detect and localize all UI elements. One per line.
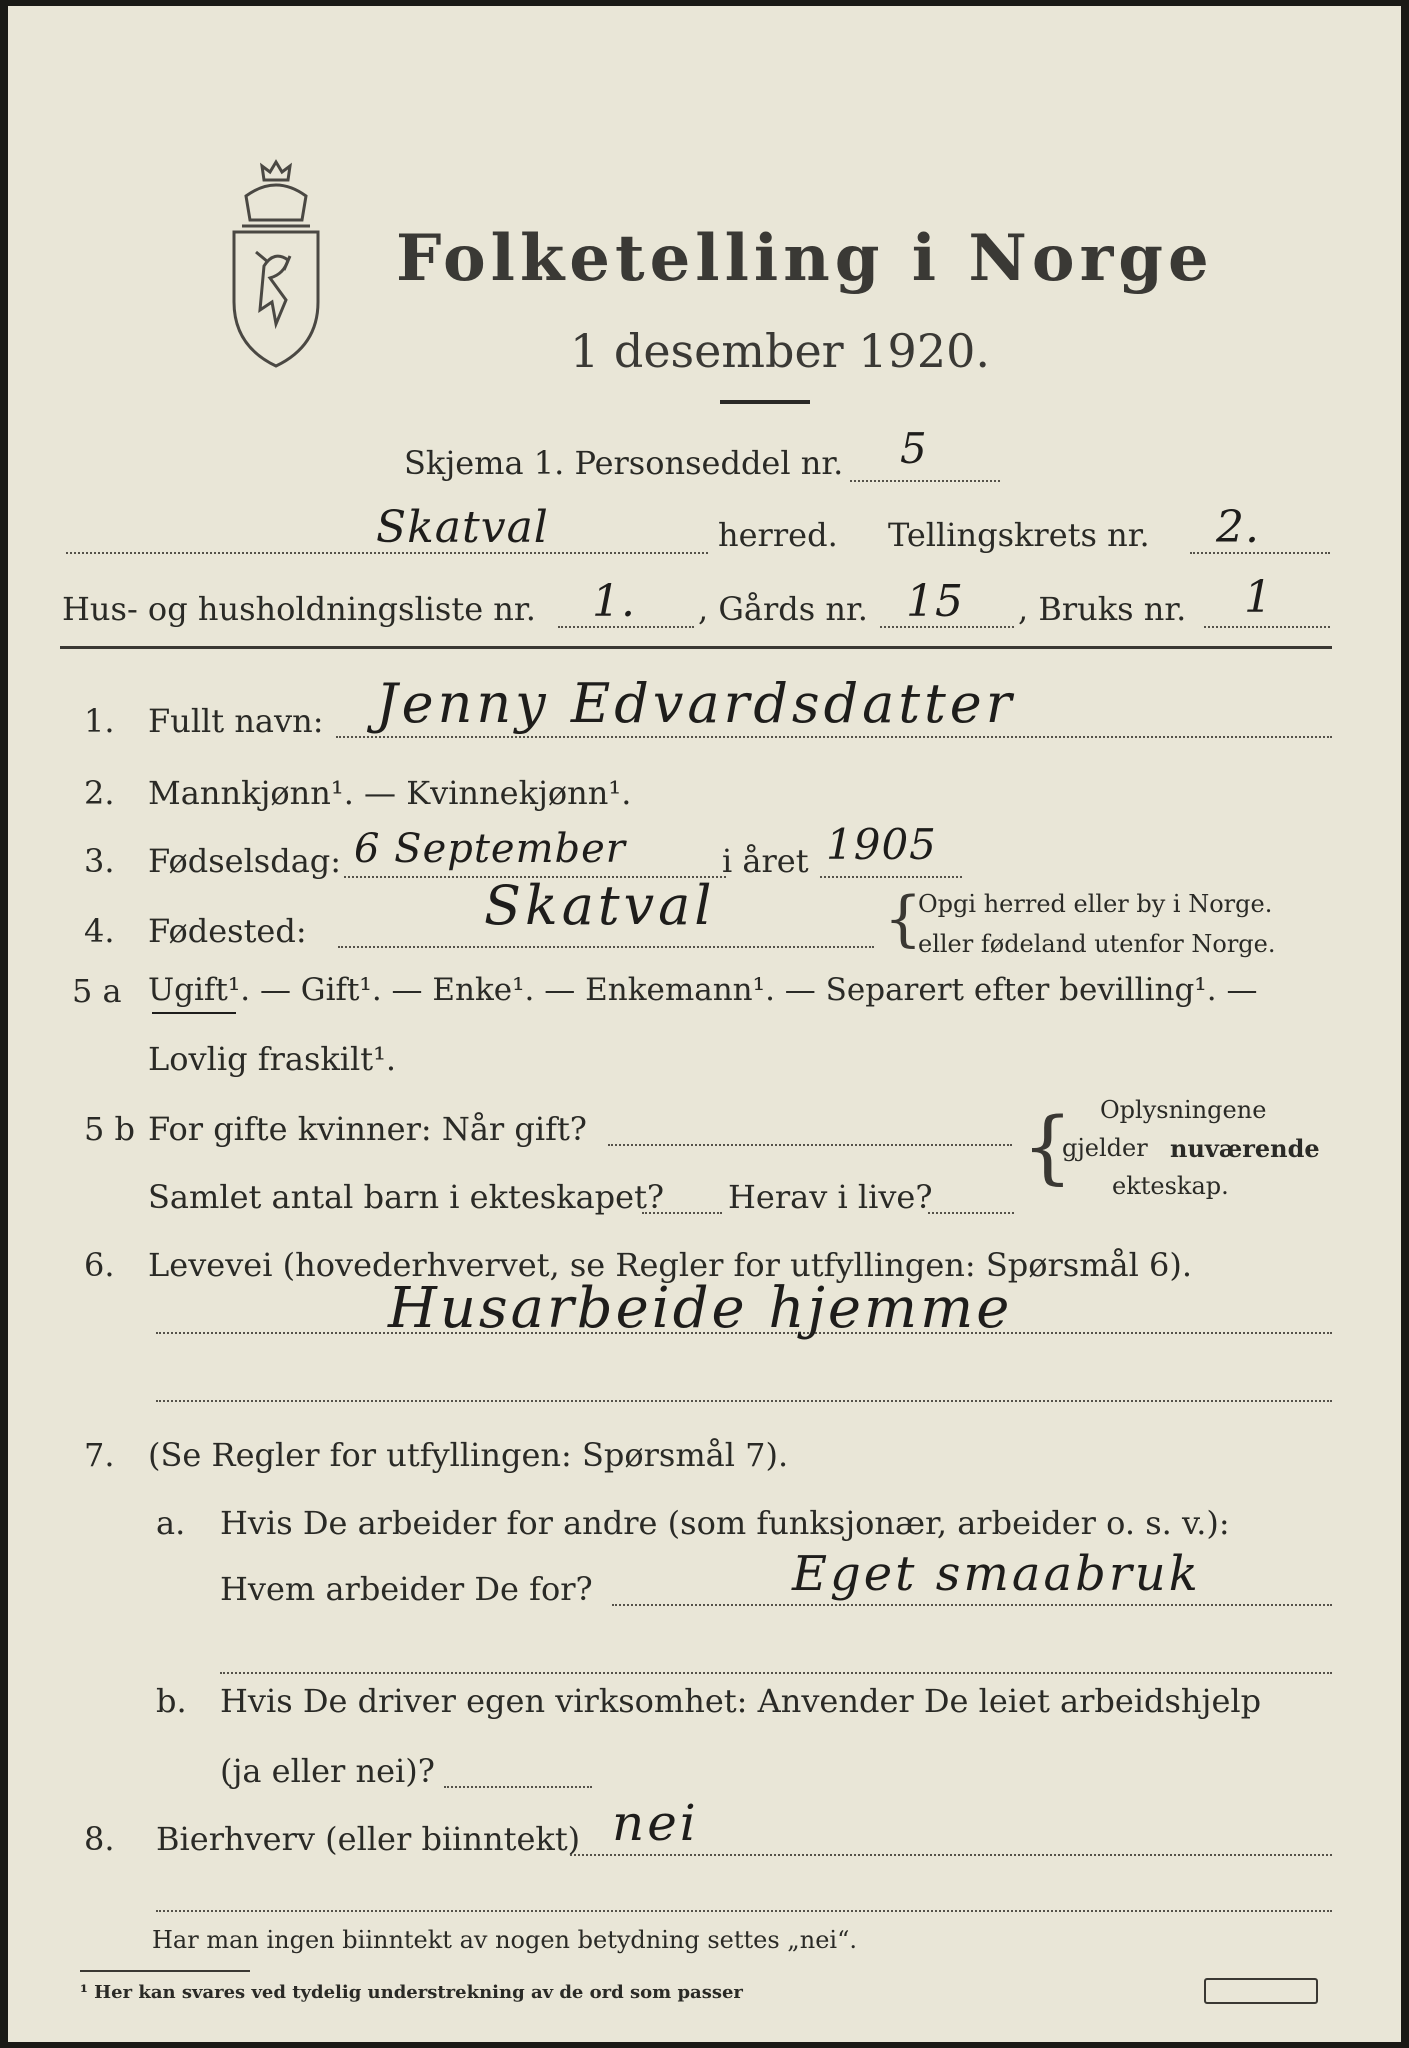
q3-year-label: i året [722,842,809,880]
q5b-note-line-2a: gjelder [1062,1134,1148,1162]
q5b-children-label: Samlet antal barn i ekteskapet? [148,1178,665,1216]
q6-label: Levevei (hovederhvervet, se Regler for utfyllingen: Spørsmål 6). [148,1246,1193,1284]
q2-label: Mannkjønn¹. — Kvinnekjønn¹. [148,774,632,812]
q5b-children-field[interactable] [642,1212,722,1214]
bruks-label: , Bruks nr. [1018,590,1187,628]
form-title: Folketelling i Norge [396,221,1214,296]
q7a-number: a. [156,1504,186,1542]
q7a-line-1: Hvis De arbeider for andre (som funksjonær, arbeider o. s. v.): [220,1504,1230,1542]
q6-number: 6. [84,1246,115,1284]
census-date: 1 desember 1920. [570,324,990,378]
gards-label: , Gårds nr. [698,590,868,628]
q7a-value: Eget smaabruk [792,1546,1201,1602]
census-form-sheet [8,6,1401,2042]
bruks-field[interactable] [1204,626,1330,628]
q1-value: Jenny Edvardsdatter [376,672,1016,735]
q4-note-brace: { [884,884,923,954]
q5b-note-line-3: ekteskap. [1112,1172,1229,1200]
q7a-field-line-1[interactable] [612,1604,1332,1606]
q5b-note-line-2b: nuværende [1170,1134,1320,1163]
schema-label: Skjema 1. Personseddel nr. [404,444,844,482]
q5b-note-brace: { [1022,1100,1073,1193]
q7-number: 7. [84,1436,115,1474]
gards-value: 15 [906,576,964,627]
hus-label: Hus- og husholdningsliste nr. [62,590,536,628]
q6-field-line-2[interactable] [156,1400,1332,1402]
q7-label: (Se Regler for utfyllingen: Spørsmål 7). [148,1436,789,1474]
q7b-line-2: (ja eller nei)? [220,1752,435,1790]
printer-stamp-icon [1204,1978,1318,2004]
q1-field[interactable] [336,736,1332,738]
q3-label: Fødselsdag: [148,842,342,880]
footnote-rule [80,1970,250,1972]
q5a-options-line-1: Ugift¹. — Gift¹. — Enke¹. — Enkemann¹. — Separert efter bevilling¹. — [148,972,1258,1008]
q1-number: 1. [84,702,115,740]
q5a-options-line-2: Lovlig fraskilt¹. [148,1040,397,1078]
q7b-line-1: Hvis De driver egen virksomhet: Anvender De leiet arbeidshjelp [220,1682,1262,1720]
q7b-field[interactable] [444,1786,592,1788]
tellingskrets-value: 2. [1216,502,1260,553]
q5b-number: 5 b [84,1110,136,1148]
footer-note: Har man ingen biinntekt av nogen betydning settes „nei“. [152,1926,857,1954]
q4-note-line-2: eller fødeland utenfor Norge. [918,930,1276,958]
q8-value: nei [612,1794,699,1852]
q8-label: Bierhverv (eller biinntekt) [156,1820,581,1858]
q6-value: Husarbeide hjemme [388,1276,1013,1341]
q8-number: 8. [84,1820,115,1858]
footnote: ¹ Her kan svares ved tydelig understrekning av de ord som passer [80,1982,743,2003]
q8-field-line-1[interactable] [570,1854,1332,1856]
tellingskrets-field[interactable] [1190,552,1330,554]
ugift-underline [152,1012,236,1014]
q5b-alive-field[interactable] [928,1212,1014,1214]
q5b-alive-label: Herav i live? [728,1178,933,1216]
q4-field[interactable] [338,946,874,948]
q5b-married-field[interactable] [608,1144,1012,1146]
q4-label: Fødested: [148,912,307,950]
q3-number: 3. [84,842,115,880]
q3-day-value: 6 September [354,826,626,872]
q4-note-line-1: Opgi herred eller by i Norge. [918,890,1273,918]
q8-field-line-2[interactable] [156,1910,1332,1912]
q7b-number: b. [156,1682,187,1720]
q7a-field-line-2[interactable] [220,1672,1332,1674]
q4-value: Skatval [484,874,716,937]
q1-label: Fullt navn: [148,702,324,740]
schema-value-field[interactable] [850,480,1000,482]
q3-year-field[interactable] [820,876,962,878]
q7a-line-2: Hvem arbeider De for? [220,1570,593,1608]
herred-value: Skatval [376,502,549,553]
q5b-note-line-1: Oplysningene [1100,1096,1267,1124]
bruks-value: 1 [1244,572,1273,623]
header-separator [60,646,1332,649]
coat-of-arms-icon [216,156,336,370]
q2-number: 2. [84,774,115,812]
hus-value: 1. [592,576,636,627]
q3-year-value: 1905 [826,820,937,869]
q5b-married-label: For gifte kvinner: Når gift? [148,1110,587,1148]
herred-label: herred. [718,516,838,554]
tellingskrets-label: Tellingskrets nr. [888,516,1150,554]
q4-number: 4. [84,912,115,950]
q5a-number: 5 a [72,972,122,1010]
schema-value: 5 [900,424,928,473]
title-divider [720,400,810,404]
